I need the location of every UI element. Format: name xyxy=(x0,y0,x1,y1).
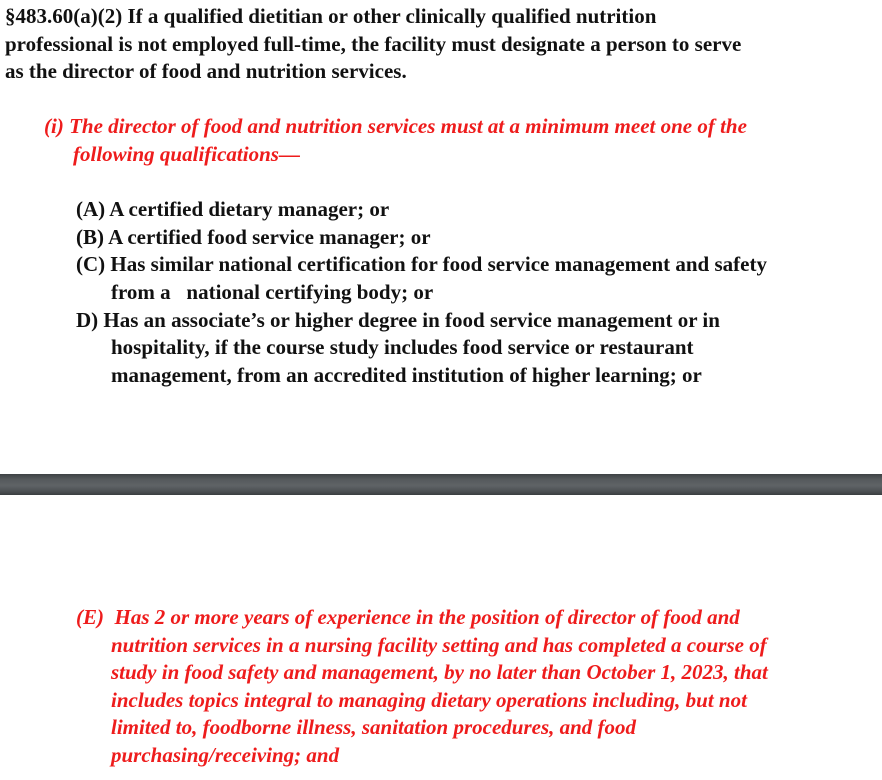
regulation-line: §483.60(a)(2) If a qualified dietitian or other clinically qualified nutrition xyxy=(5,4,657,28)
page-separator xyxy=(0,474,882,495)
qualification-item-c-line: (C) Has similar national certification for food service management and safety xyxy=(76,252,767,276)
subsection-i-line: (i) The director of food and nutrition services must at a minimum meet one of the xyxy=(44,114,747,138)
qualification-item-b: (B) A certified food service manager; or xyxy=(76,225,431,249)
qualification-item-e-line: (E) Has 2 or more years of experience in the position of director of food and xyxy=(76,605,740,629)
qualification-item-d-line: management, from an accredited institution of higher learning; or xyxy=(111,363,702,387)
regulation-line: professional is not employed full-time, the facility must designate a person to serve xyxy=(5,32,742,56)
qualification-item-c-line: from a national certifying body; or xyxy=(111,280,434,304)
regulation-line: as the director of food and nutrition services. xyxy=(5,59,407,83)
qualification-item-e-line: nutrition services in a nursing facility setting and has completed a course of xyxy=(111,633,767,657)
qualification-item-e-line: limited to, foodborne illness, sanitation procedures, and food xyxy=(111,715,637,739)
subsection-i-line: following qualifications— xyxy=(73,142,300,166)
qualification-item-d-line: hospitality, if the course study includes food service or restaurant xyxy=(111,335,694,359)
document-page-bottom xyxy=(0,495,882,780)
qualification-item-d-line: D) Has an associate’s or higher degree in food service management or in xyxy=(76,308,720,332)
qualification-item-e-line: includes topics integral to managing dietary operations including, but not xyxy=(111,688,747,712)
qualification-item-e-line: purchasing/receiving; and xyxy=(111,743,340,767)
qualification-item-a: (A) A certified dietary manager; or xyxy=(76,197,390,221)
qualification-item-e-line: study in food safety and management, by no later than October 1, 2023, that xyxy=(111,660,768,684)
